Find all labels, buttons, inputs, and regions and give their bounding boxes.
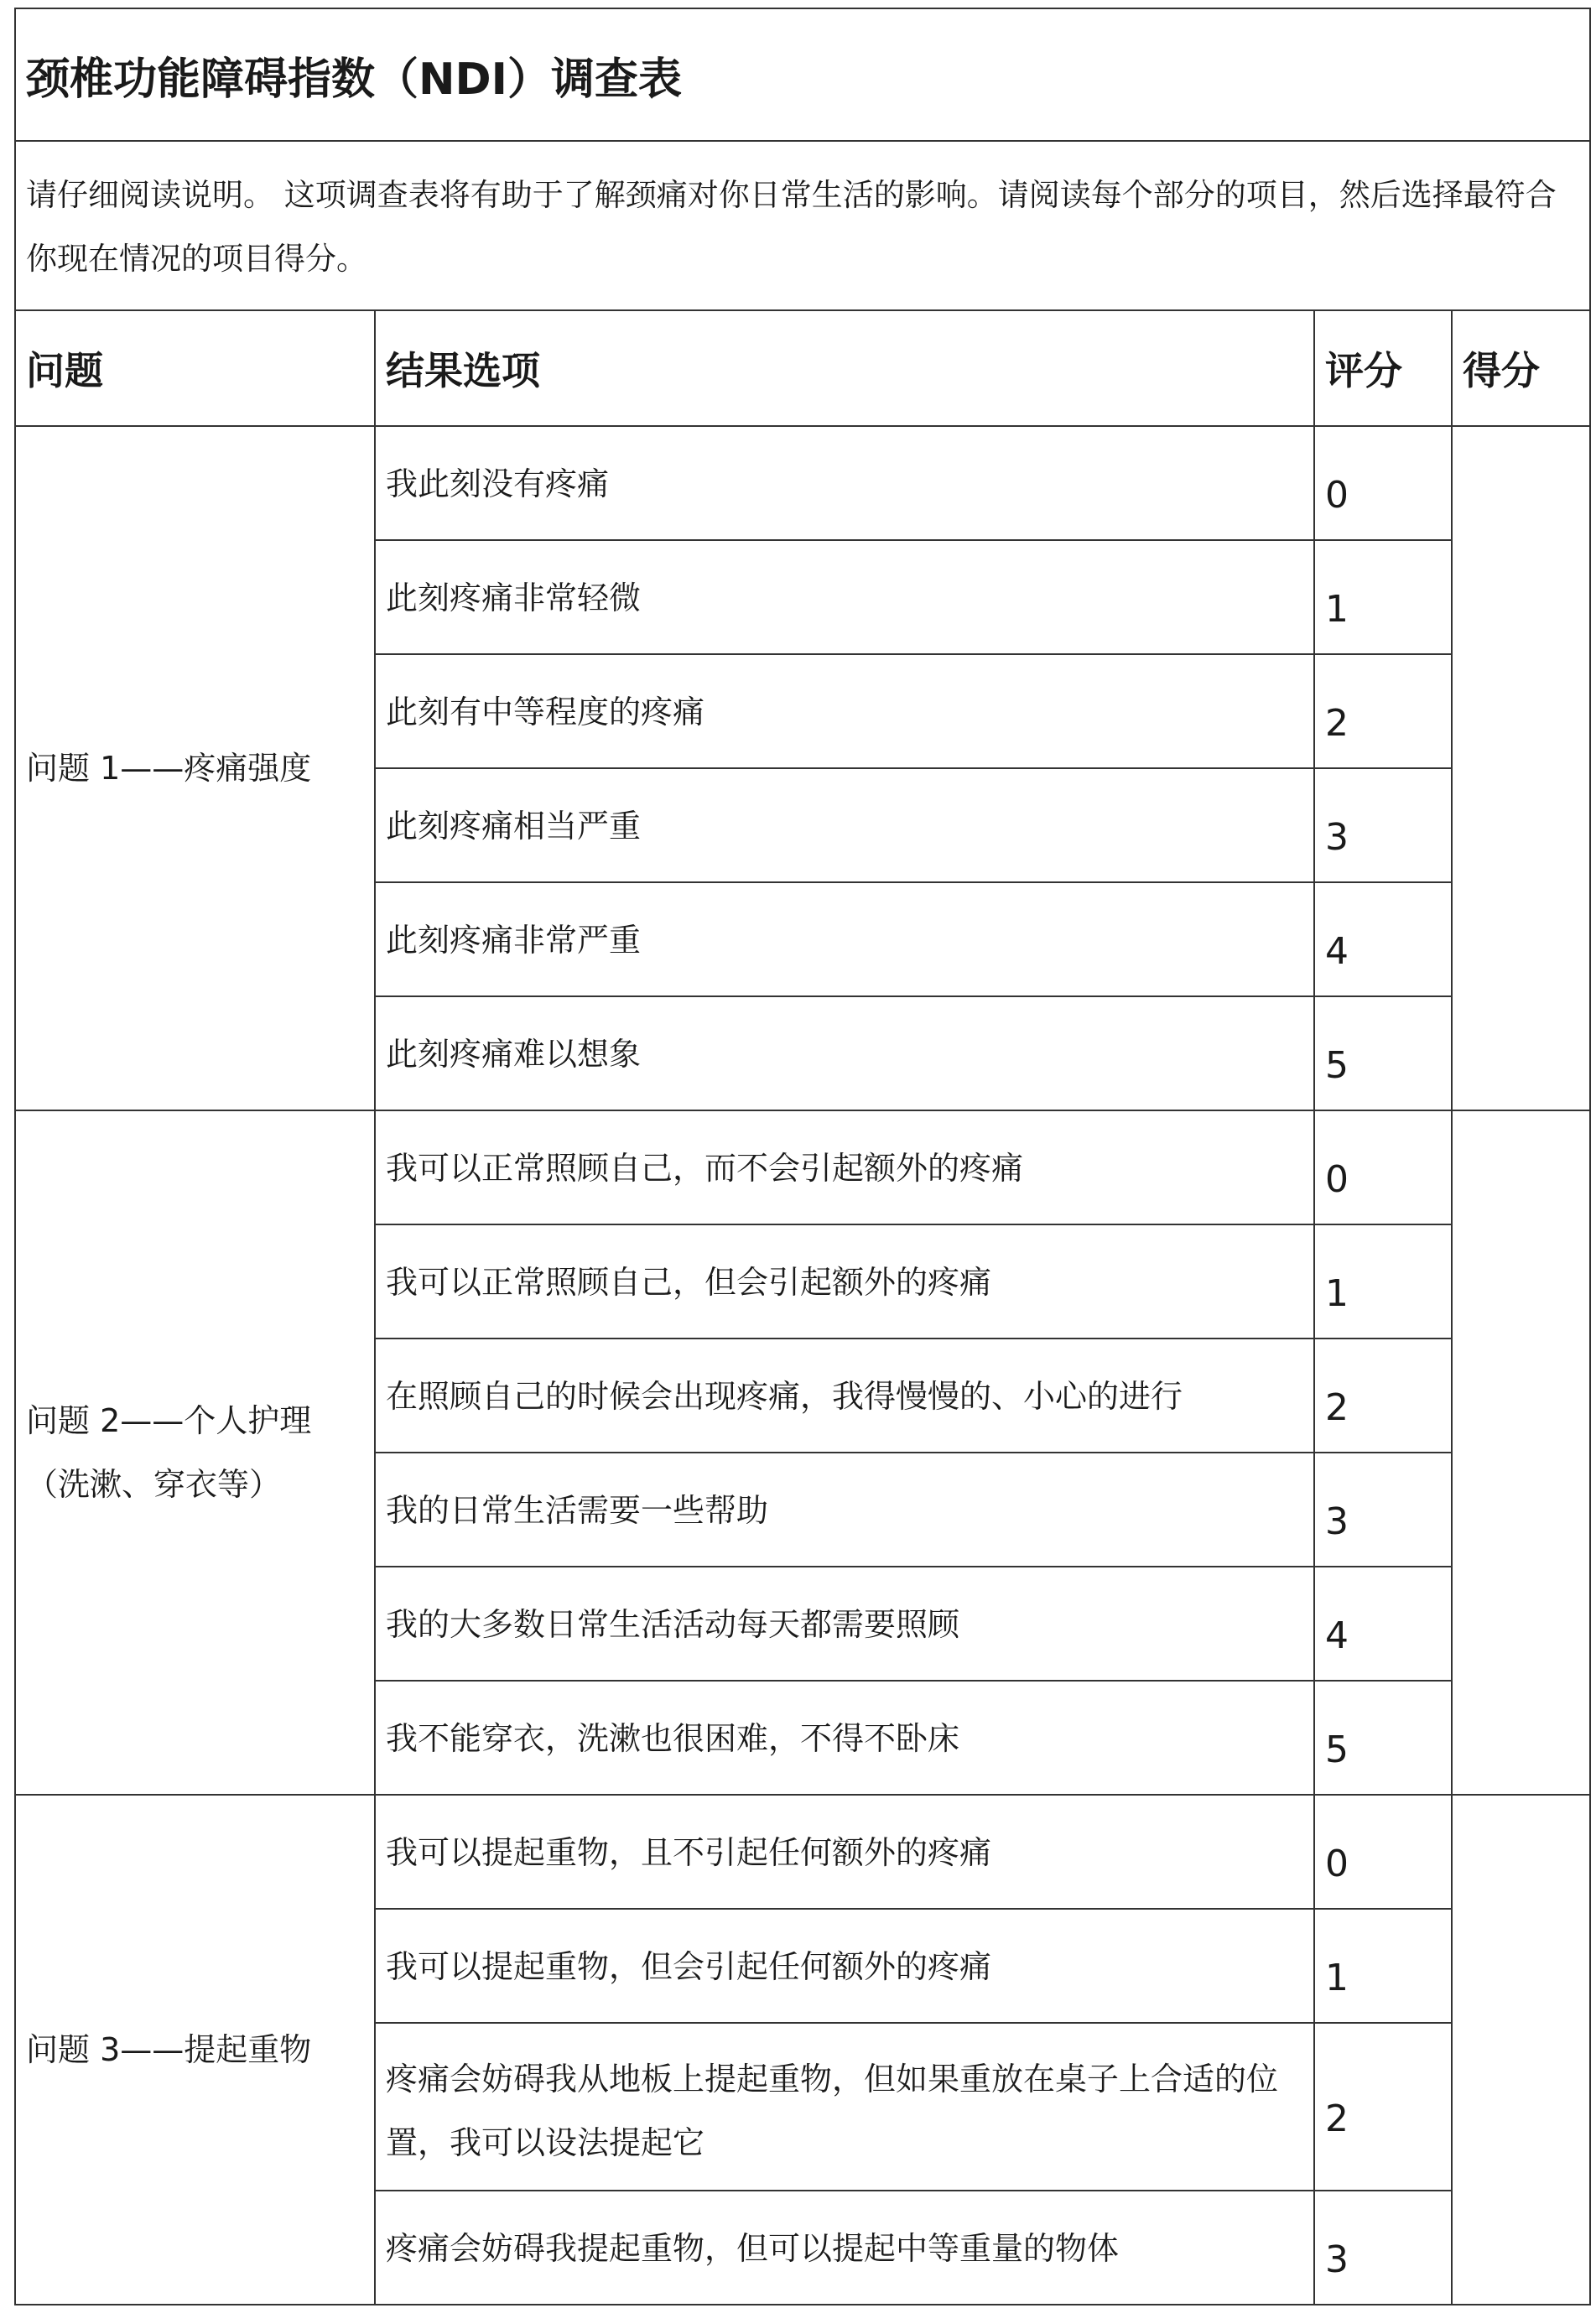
option-rating: 1 [1314,540,1452,654]
option-rating: 5 [1314,996,1452,1110]
option-text: 疼痛会妨碍我从地板上提起重物，但如果重放在桌子上合适的位置，我可以设法提起它 [375,2023,1314,2191]
option-text: 此刻疼痛相当严重 [375,768,1314,882]
option-text: 在照顾自己的时候会出现疼痛，我得慢慢的、小心的进行 [375,1339,1314,1453]
table-row [16,1110,1589,1224]
option-text: 此刻疼痛非常严重 [375,882,1314,996]
instructions: 请仔细阅读说明。 这项调查表将有助于了解颈痛对你日常生活的影响。请阅读每个部分的项目，然后选择最符合你现在情况的项目得分。 [16,142,1589,311]
header-options: 结果选项 [375,311,1314,426]
table-row [16,426,1589,540]
option-text: 此刻疼痛难以想象 [375,996,1314,1110]
option-text: 我此刻没有疼痛 [375,426,1314,540]
option-rating: 4 [1314,882,1452,996]
score-cell[interactable] [1452,1795,1589,2305]
question-label: 问题 2——个人护理（洗漱、穿衣等） [16,1110,375,1795]
option-text: 我不能穿衣，洗漱也很困难，不得不卧床 [375,1681,1314,1795]
option-rating: 2 [1314,1339,1452,1453]
header-question: 问题 [16,311,375,426]
option-text: 疼痛会妨碍我提起重物，但可以提起中等重量的物体 [375,2191,1314,2305]
option-rating: 4 [1314,1567,1452,1681]
option-rating: 3 [1314,1453,1452,1567]
option-text: 此刻有中等程度的疼痛 [375,654,1314,768]
ndi-questionnaire [14,8,1591,2305]
score-cell[interactable] [1452,1110,1589,1795]
option-rating: 3 [1314,2191,1452,2305]
option-text: 我的大多数日常生活活动每天都需要照顾 [375,1567,1314,1681]
question-label: 问题 1——疼痛强度 [16,426,375,1110]
option-rating: 1 [1314,1224,1452,1339]
option-rating: 0 [1314,1110,1452,1224]
header-score: 得分 [1452,311,1589,426]
option-text: 我可以正常照顾自己，但会引起额外的疼痛 [375,1224,1314,1339]
option-rating: 2 [1314,654,1452,768]
option-text: 我可以提起重物，但会引起任何额外的疼痛 [375,1909,1314,2023]
question-label: 问题 3——提起重物 [16,1795,375,2305]
option-rating: 3 [1314,768,1452,882]
option-text: 我的日常生活需要一些帮助 [375,1453,1314,1567]
table-row [16,1795,1589,1909]
option-text: 此刻疼痛非常轻微 [375,540,1314,654]
option-rating: 0 [1314,1795,1452,1909]
option-rating: 5 [1314,1681,1452,1795]
document-title: 颈椎功能障碍指数（NDI）调查表 [16,9,1589,142]
option-text: 我可以正常照顾自己，而不会引起额外的疼痛 [375,1110,1314,1224]
score-cell[interactable] [1452,426,1589,1110]
header-rating: 评分 [1314,311,1452,426]
header-row [16,311,1589,426]
option-rating: 1 [1314,1909,1452,2023]
option-rating: 2 [1314,2023,1452,2191]
option-rating: 0 [1314,426,1452,540]
option-text: 我可以提起重物，且不引起任何额外的疼痛 [375,1795,1314,1909]
questionnaire-table [16,311,1589,2305]
